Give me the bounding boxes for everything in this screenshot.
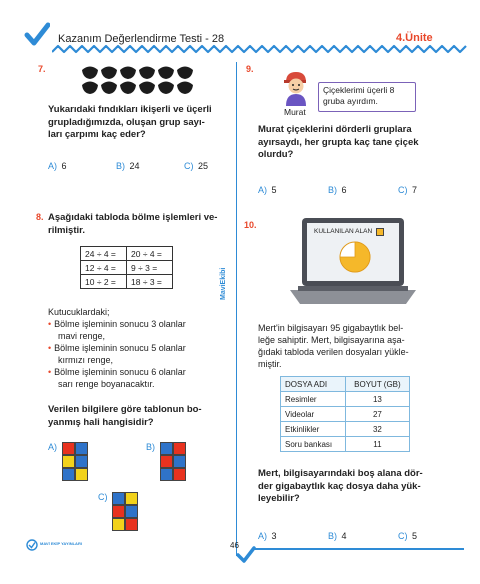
list-item: • Bölme işleminin sonucu 3 olanlar [48, 319, 186, 329]
grid-cell [125, 518, 138, 531]
file-size-table [280, 376, 410, 452]
question-10-text: Mert'in bilgisayarı 95 gigabaytlık bel- leğe sahiptir. Mert, bilgisayarına aşa- ğıdaki tabloda verilen dosyaları yükle- miştir. [258, 323, 409, 369]
grid-cell [125, 492, 138, 505]
question-7-options [48, 156, 228, 170]
grid-cell [112, 505, 125, 518]
unit-label: 4.Ünite [396, 32, 433, 44]
instructions-intro: Kutucuklardaki; [48, 307, 110, 317]
option-b[interactable]: B) 4 [328, 531, 347, 541]
question-7-text: Yukarıdaki fındıkları ikişerli ve üçerli grupladığımızda, oluşan grup sayı- ları çarpımı kaç eder? [48, 104, 212, 140]
question-10-options [258, 526, 448, 540]
list-item: • Bölme işleminin sonucu 6 olanlar [48, 367, 186, 377]
hazelnut-icon [139, 67, 155, 80]
grid-cell [112, 518, 125, 531]
table-row: Resimler 13 [281, 392, 410, 407]
hazelnut-icon [177, 82, 193, 95]
option-c[interactable]: C) 5 [398, 531, 417, 541]
hazelnut-icon [120, 82, 136, 95]
grid-cell [75, 455, 88, 468]
option-c[interactable]: C) 7 [398, 185, 417, 195]
legend-swatch [376, 228, 384, 236]
color-grid-a [62, 442, 90, 483]
grid-cell [160, 468, 173, 481]
option-a[interactable]: A) 5 [258, 185, 277, 195]
speech-bubble: Çiçeklerimi üçerli 8 gruba ayırdım. [318, 82, 416, 112]
color-grid-b [160, 442, 188, 483]
column-divider [236, 62, 237, 556]
table-row: Etkinlikler 32 [281, 422, 410, 437]
usage-pie [338, 240, 372, 274]
grid-cell [173, 455, 186, 468]
boy-avatar-icon [280, 68, 312, 106]
column-header: DOSYA ADI [281, 377, 346, 392]
hazelnut-icon [139, 82, 155, 95]
zigzag-divider [52, 44, 468, 54]
hazelnut-icon [101, 82, 117, 95]
hazelnut-icon [120, 67, 136, 80]
question-8-text: Aşağıdaki tabloda bölme işlemleri ve- rilmiştir. [48, 212, 218, 236]
hazelnut-icon [82, 82, 98, 95]
question-10-number: 10. [244, 220, 257, 230]
option-b[interactable]: B) 24 [116, 161, 140, 171]
option-a[interactable]: A) 6 [48, 161, 67, 171]
hazelnut-icon [177, 67, 193, 80]
hazelnut-icon [158, 82, 174, 95]
question-7-number: 7. [38, 64, 46, 74]
column-header: BOYUT (GB) [345, 377, 409, 392]
grid-cell [62, 442, 75, 455]
option-a[interactable]: A) [48, 442, 108, 492]
grid-cell [75, 442, 88, 455]
table-row: Videolar 27 [281, 407, 410, 422]
hazelnut-icon [82, 67, 98, 80]
grid-cell [173, 442, 186, 455]
option-a[interactable]: A) 3 [258, 531, 277, 541]
used-space-label: KULLANILAN ALAN [314, 228, 373, 235]
grid-cell [125, 505, 138, 518]
list-item: • Bölme işleminin sonucu 5 olanlar [48, 343, 186, 353]
student-name: Murat [284, 107, 306, 117]
publisher-logo: MAVİ EKİP YAYINLARI [26, 538, 96, 552]
hazelnut-group [80, 64, 194, 94]
checkmark-icon [24, 22, 50, 48]
question-8-number: 8. [36, 212, 44, 222]
page-number: 46 [230, 541, 239, 550]
grid-cell [160, 455, 173, 468]
grid-cell [173, 468, 186, 481]
publisher-mark-icon [26, 539, 38, 551]
table-row: Soru bankası 11 [281, 437, 410, 452]
grid-cell [112, 492, 125, 505]
laptop-illustration [288, 216, 418, 308]
instructions-list: • Bölme işleminin sonucu 3 olanlar mavi renge, • Bölme işleminin sonucu 5 olanlar kırmızı renge, • Bölme işleminin sonucu 6 olanlar sarı renge boyanacaktır. [48, 318, 232, 390]
grid-cell [62, 455, 75, 468]
footer-line [252, 548, 464, 550]
header [0, 0, 480, 58]
hazelnut-icon [101, 67, 117, 80]
hazelnut-icon [158, 67, 174, 80]
question-9-text: Murat çiçeklerini dörderli gruplara ayırsaydı, her grupta kaç tane çiçek olurdu? [258, 124, 419, 160]
grid-cell [160, 442, 173, 455]
option-c[interactable]: C) 25 [184, 161, 208, 171]
question-9-options [258, 180, 448, 194]
sidebar-label: MaviEkibi [220, 267, 227, 300]
color-grid-c [112, 492, 140, 533]
division-table: 24 ÷ 4 = 20 ÷ 4 = 12 ÷ 4 = 9 ÷ 3 = 10 ÷ 2 = 18 ÷ 3 = [80, 246, 173, 289]
option-b[interactable]: B) [146, 442, 206, 492]
option-c[interactable]: C) [98, 492, 158, 542]
grid-cell [62, 468, 75, 481]
page-title: Kazanım Değerlendirme Testi - 28 [58, 33, 225, 45]
question-9-number: 9. [246, 64, 254, 74]
question-10-prompt: Mert, bilgisayarındaki boş alana dör- der gigabaytlık kaç dosya daha yük- leyebilir? [258, 468, 423, 504]
option-b[interactable]: B) 6 [328, 185, 347, 195]
grid-cell [75, 468, 88, 481]
question-8-prompt: Verilen bilgilere göre tablonun bo- yanmış hali hangisidir? [48, 404, 202, 428]
